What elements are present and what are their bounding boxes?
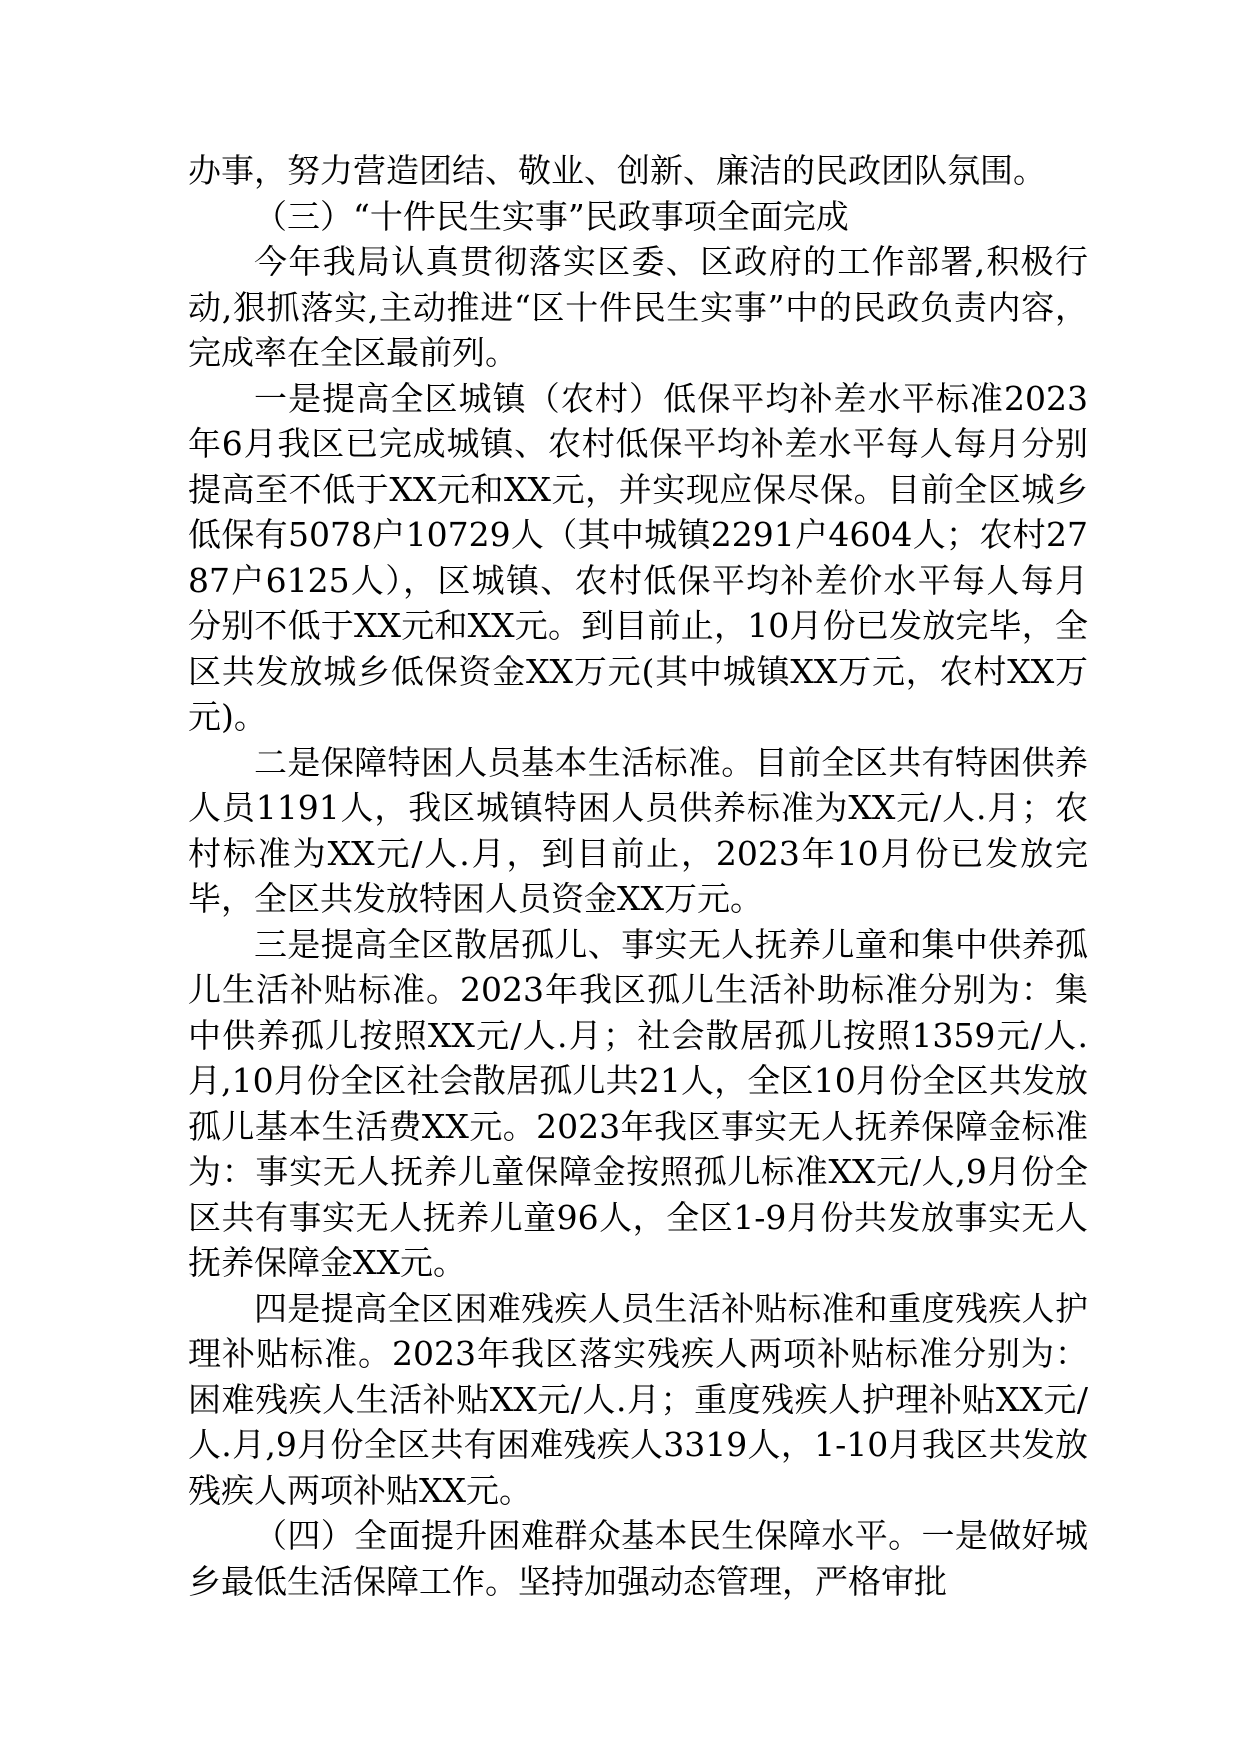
section-heading-three: （三）“十件民生实事”民政事项全面完成 xyxy=(254,196,849,236)
section-heading-four: （四）全面提升困难群众基本民生保障水平。一是做好城乡最低生活保障工作。坚持加强动态管理，严格审批 xyxy=(188,1516,1088,1601)
paragraph-item-three-orphans: 三是提高全区散居孤儿、事实无人抚养儿童和集中供养孤儿生活补贴标准。2023年我区孤儿生活补助标准分别为：集中供养孤儿按照XX元/人.月；社会散居孤儿按照1359元/人.月,10月份全区社会散居孤儿共21人，全区10月份全区共发放孤儿基本生活费XX元。2023年我区事实无人抚养保障金标准为：事实无人抚养儿童保障金按照孤儿标准XX元/人,9月份全区共有事实无人抚养儿童96人，全区1-9月份共发放事实无人抚养保障金XX元。 xyxy=(188,924,1088,1282)
paragraph-intro-continuation: 办事，努力营造团结、敬业、创新、廉洁的民政团队氛围。 xyxy=(188,151,1046,190)
document-page xyxy=(188,148,1088,1604)
paragraph-item-four-disability: 四是提高全区困难残疾人员生活补贴标准和重度残疾人护理补贴标准。2023年我区落实残疾人两项补贴标准分别为：困难残疾人生活补贴XX元/人.月；重度残疾人护理补贴XX元/人.月,9月份全区共有困难残疾人3319人，1-10月我区共发放残疾人两项补贴XX元。 xyxy=(188,1288,1088,1510)
paragraph-item-one-low-income: 一是提高全区城镇（农村）低保平均补差水平标准2023年6月我区已完成城镇、农村低保平均补差水平每人每月分别提高至不低于XX元和XX元，并实现应保尽保。目前全区城乡低保有5078户10729人（其中城镇2291户4604人；农村2787户6125人），区城镇、农村低保平均补差价水平每人每月分别不低于XX元和XX元。到目前止，10月份已发放完毕，全区共发放城乡低保资金XX万元(其中城镇XX万元，农村XX万元)。 xyxy=(188,378,1088,736)
paragraph-overview: 今年我局认真贯彻落实区委、区政府的工作部署,积极行动,狠抓落实,主动推进“区十件民生实事”中的民政负责内容，完成率在全区最前列。 xyxy=(188,242,1088,372)
paragraph-item-two-extreme-poverty: 二是保障特困人员基本生活标准。目前全区共有特困供养人员1191人，我区城镇特困人员供养标准为XX元/人.月；农村标准为XX元/人.月，到目前止，2023年10月份已发放完毕，全区共发放特困人员资金XX万元。 xyxy=(188,742,1088,918)
